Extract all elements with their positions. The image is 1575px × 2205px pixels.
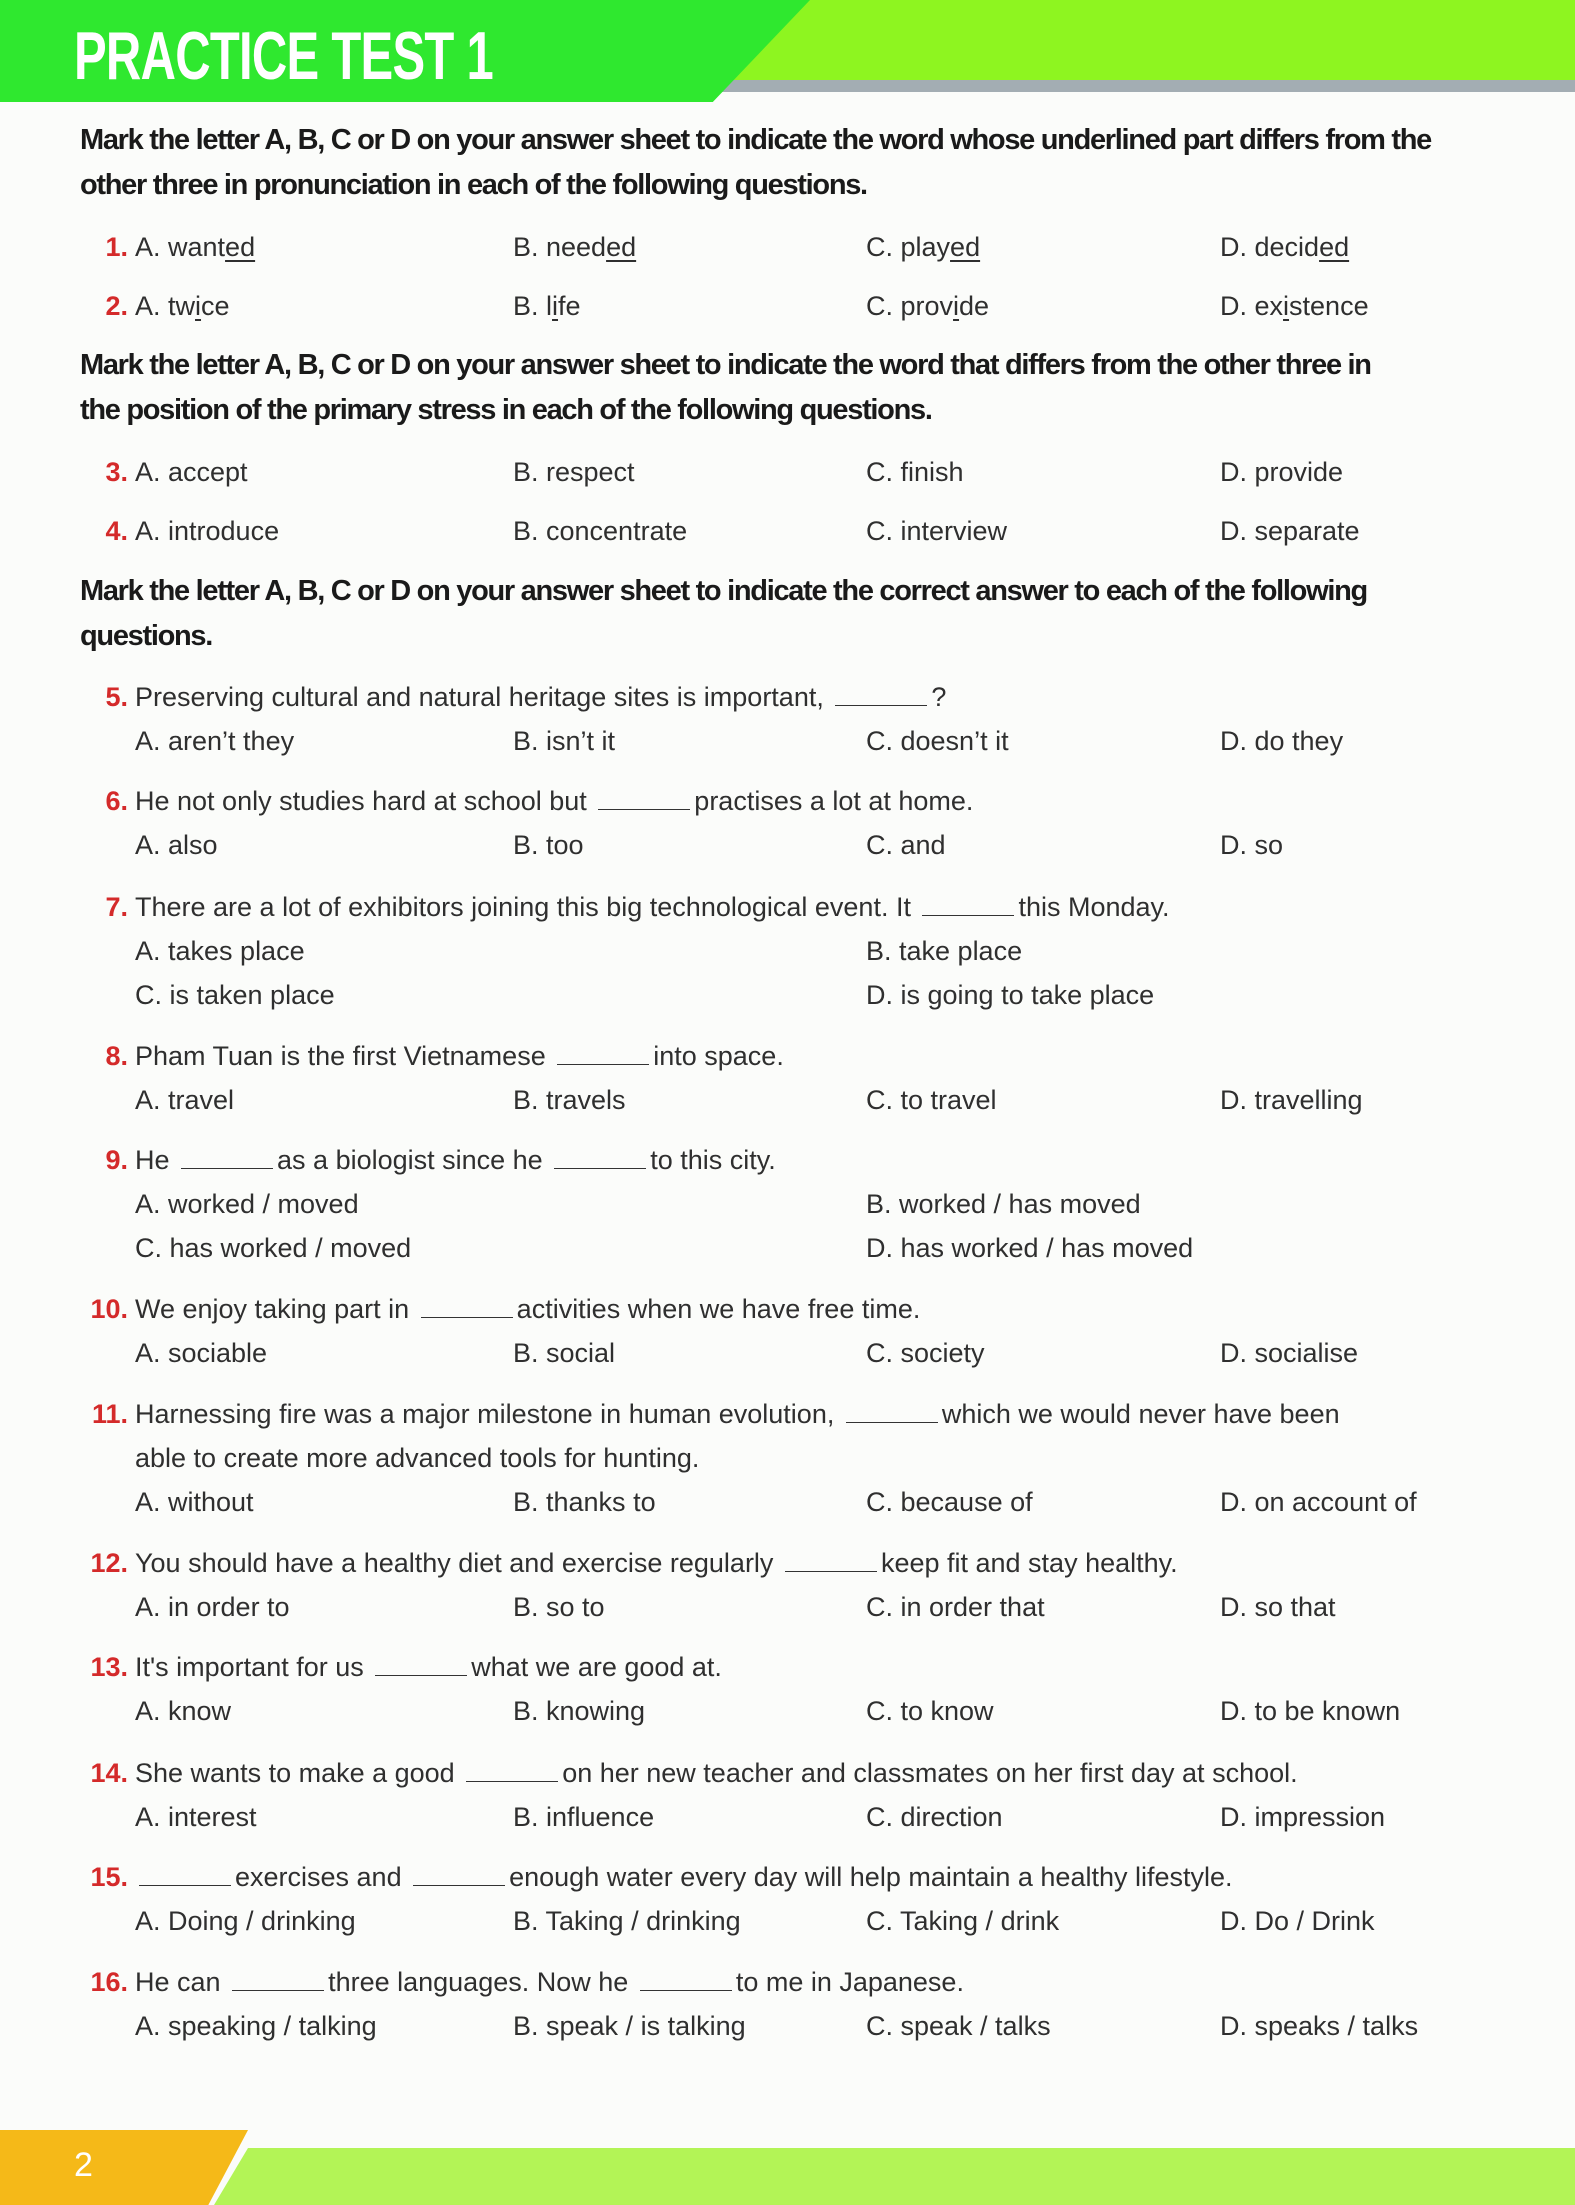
question-14 <box>0 1751 1575 1839</box>
question-stem-line <box>0 675 1575 719</box>
question-2 <box>0 284 1575 328</box>
question-number: 3. <box>105 457 128 487</box>
question-stem-line <box>0 1287 1575 1331</box>
option-text: D. speaks / talks <box>1220 2011 1419 2041</box>
option-text: A. takes place <box>135 936 305 966</box>
question-5 <box>0 675 1575 763</box>
options-row <box>0 2004 1575 2048</box>
answer-option-A[interactable] <box>135 1331 267 1375</box>
option-text-rest: ce <box>201 291 230 321</box>
option-text: C. because of <box>866 1487 1033 1517</box>
answer-option-A[interactable] <box>135 929 305 973</box>
answer-option-B[interactable] <box>513 225 636 269</box>
stem-text: to me in Japanese. <box>735 1967 964 1997</box>
underlined-part: i <box>953 291 960 321</box>
answer-option-D[interactable] <box>1220 1689 1400 1733</box>
option-text: C. direction <box>866 1802 1003 1832</box>
option-text: D. do they <box>1220 726 1344 756</box>
option-text: C. to travel <box>866 1085 997 1115</box>
answer-option-C[interactable] <box>135 1226 411 1270</box>
answer-option-B[interactable] <box>513 1480 656 1524</box>
question-stem <box>135 1436 699 1480</box>
option-text: C. society <box>866 1338 985 1368</box>
option-text: B. speak / is talking <box>513 2011 746 2041</box>
instruction-line: other three in pronunciation in each of the following questions. <box>80 169 867 201</box>
answer-option-B[interactable] <box>513 284 581 328</box>
answer-blank <box>598 781 690 810</box>
question-6 <box>0 779 1575 867</box>
answer-option-D[interactable] <box>866 1226 1193 1270</box>
option-text: C. and <box>866 830 946 860</box>
option-text: A. accept <box>135 457 248 487</box>
stem-text: It's important for us <box>135 1652 364 1682</box>
answer-option-C[interactable] <box>866 225 980 269</box>
question-number: 6. <box>105 786 128 816</box>
option-text: B. respect <box>513 457 635 487</box>
option-text: D. provide <box>1220 457 1344 487</box>
stem-text: to this city. <box>650 1145 776 1175</box>
question-number: 12. <box>90 1548 128 1578</box>
stem-text: which we would never have been <box>941 1399 1340 1429</box>
answer-option-B[interactable] <box>513 1689 645 1733</box>
option-text: B. concentrate <box>513 516 688 546</box>
option-text: A. speaking / talking <box>135 2011 377 2041</box>
stem-text: She wants to make a good <box>135 1758 455 1788</box>
question-stem <box>135 1751 1298 1795</box>
underlined-part: ed <box>606 232 637 262</box>
instruction-text <box>80 569 1560 659</box>
answer-option-B[interactable] <box>513 823 584 867</box>
option-text: D. Do / Drink <box>1220 1906 1375 1936</box>
answer-option-D[interactable] <box>1220 284 1369 328</box>
option-text: D. so that <box>1220 1592 1336 1622</box>
option-text: A. interest <box>135 1802 257 1832</box>
answer-option-C[interactable] <box>866 1689 994 1733</box>
question-number: 9. <box>105 1145 128 1175</box>
question-3 <box>0 450 1575 494</box>
option-text: B. Taking / drinking <box>513 1906 741 1936</box>
answer-option-D[interactable] <box>1220 1795 1385 1839</box>
option-text: B. take place <box>866 936 1023 966</box>
option-text: A. worked / moved <box>135 1189 359 1219</box>
answer-option-A[interactable] <box>135 823 218 867</box>
stem-text: on her new teacher and classmates on her first day at school. <box>562 1758 1298 1788</box>
question-1 <box>0 225 1575 269</box>
answer-option-B[interactable] <box>513 1078 626 1122</box>
stem-text: There are a lot of exhibitors joining this big technological event. It <box>135 892 911 922</box>
question-12 <box>0 1541 1575 1629</box>
question-stem <box>135 1541 1178 1585</box>
answer-option-A[interactable] <box>135 225 255 269</box>
option-text-rest: stence <box>1289 291 1369 321</box>
question-line <box>0 450 1575 494</box>
instruction-text <box>80 118 1560 208</box>
question-stem-line <box>0 779 1575 823</box>
options-row <box>0 1182 1575 1226</box>
stem-text: keep fit and stay healthy. <box>880 1548 1178 1578</box>
question-number: 15. <box>90 1862 128 1892</box>
option-text: D. is going to take place <box>866 980 1155 1010</box>
stem-text: He <box>135 1145 170 1175</box>
question-stem-line <box>0 1855 1575 1899</box>
answer-option-C[interactable] <box>866 509 1007 553</box>
answer-option-A[interactable] <box>135 1899 356 1943</box>
answer-option-D[interactable] <box>1220 823 1283 867</box>
answer-option-A[interactable] <box>135 1078 234 1122</box>
answer-blank <box>181 1140 273 1169</box>
question-line <box>0 284 1575 328</box>
stem-text: what we are good at. <box>471 1652 722 1682</box>
stem-text: exercises and <box>235 1862 402 1892</box>
option-text: D. to be known <box>1220 1696 1401 1726</box>
answer-option-C[interactable] <box>866 1480 1033 1524</box>
option-text: D. has worked / has moved <box>866 1233 1194 1263</box>
option-text: B. so to <box>513 1592 605 1622</box>
stem-text: He not only studies hard at school but <box>135 786 587 816</box>
question-10 <box>0 1287 1575 1375</box>
answer-option-D[interactable] <box>1220 450 1343 494</box>
question-stem-line <box>0 1392 1575 1436</box>
stem-text: You should have a healthy diet and exercise regularly <box>135 1548 774 1578</box>
instruction-line: Mark the letter A, B, C or D on your answer sheet to indicate the word whose underlined part differs from the <box>80 124 1431 156</box>
question-stem-line <box>0 1541 1575 1585</box>
option-text-rest: fe <box>558 291 581 321</box>
answer-option-A[interactable] <box>135 284 230 328</box>
option-text: D. decid <box>1220 232 1320 262</box>
answer-option-C[interactable] <box>866 1795 1003 1839</box>
question-number: 1. <box>105 232 128 262</box>
options-row <box>0 929 1575 973</box>
instruction-line: Mark the letter A, B, C or D on your answer sheet to indicate the correct answer to each of the following <box>80 575 1367 607</box>
option-text: D. socialise <box>1220 1338 1359 1368</box>
instruction-line: the position of the primary stress in each of the following questions. <box>80 394 932 426</box>
answer-option-D[interactable] <box>866 973 1154 1017</box>
question-9 <box>0 1138 1575 1270</box>
answer-option-C[interactable] <box>866 1899 1059 1943</box>
answer-blank <box>835 677 927 706</box>
answer-blank <box>846 1394 938 1423</box>
instruction-line: Mark the letter A, B, C or D on your answer sheet to indicate the word that differs from the other three in <box>80 349 1371 381</box>
option-text: A. Doing / drinking <box>135 1906 356 1936</box>
answer-blank <box>139 1857 231 1886</box>
answer-option-B[interactable] <box>513 2004 746 2048</box>
page-title: PRACTICE TEST 1 <box>74 18 494 94</box>
options-row <box>0 719 1575 763</box>
answer-blank <box>922 887 1014 916</box>
option-text: B. thanks to <box>513 1487 656 1517</box>
option-text: B. need <box>513 232 607 262</box>
answer-option-B[interactable] <box>513 509 687 553</box>
underlined-part: i <box>195 291 202 321</box>
question-stem <box>135 779 973 823</box>
answer-option-C[interactable] <box>866 2004 1051 2048</box>
answer-option-C[interactable] <box>866 284 989 328</box>
page-number: 2 <box>74 2146 93 2184</box>
answer-option-A[interactable] <box>135 2004 377 2048</box>
answer-blank <box>557 1036 649 1065</box>
option-text: A. sociable <box>135 1338 268 1368</box>
stem-text: into space. <box>653 1041 784 1071</box>
answer-option-D[interactable] <box>1220 1480 1417 1524</box>
answer-option-C[interactable] <box>866 1331 985 1375</box>
option-text: C. doesn’t it <box>866 726 1009 756</box>
answer-option-A[interactable] <box>135 1795 257 1839</box>
stem-text: Harnessing fire was a major milestone in human evolution, <box>135 1399 835 1429</box>
question-number: 16. <box>90 1967 128 1997</box>
underlined-part: i <box>552 291 559 321</box>
answer-option-D[interactable] <box>1220 225 1349 269</box>
answer-blank <box>375 1647 467 1676</box>
stem-text: He can <box>135 1967 221 1997</box>
answer-blank <box>466 1753 558 1782</box>
option-text: D. impression <box>1220 1802 1386 1832</box>
option-text: C. has worked / moved <box>135 1233 412 1263</box>
option-text: B. influence <box>513 1802 655 1832</box>
answer-blank <box>640 1962 732 1991</box>
question-stem-line <box>0 1960 1575 2004</box>
question-number: 7. <box>105 892 128 922</box>
question-number: 2. <box>105 291 128 321</box>
stem-text: Preserving cultural and natural heritage sites is important, <box>135 682 824 712</box>
stem-text: practises a lot at home. <box>694 786 974 816</box>
option-text: B. l <box>513 291 553 321</box>
stem-text: Pham Tuan is the first Vietnamese <box>135 1041 546 1071</box>
stem-text: activities when we have free time. <box>516 1294 921 1324</box>
instruction-text <box>80 343 1560 433</box>
footer-band <box>214 2148 1575 2205</box>
option-text: C. Taking / drink <box>866 1906 1060 1936</box>
answer-option-B[interactable] <box>866 929 1022 973</box>
question-7 <box>0 885 1575 1017</box>
options-row <box>0 1226 1575 1270</box>
question-number: 11. <box>91 1399 128 1429</box>
option-text: A. in order to <box>135 1592 290 1622</box>
stem-text: ? <box>931 682 947 712</box>
options-row <box>0 1480 1575 1524</box>
question-stem <box>135 885 1170 929</box>
options-row <box>0 973 1575 1017</box>
option-text-rest: de <box>959 291 990 321</box>
question-stem <box>135 1138 776 1182</box>
option-text: D. travelling <box>1220 1085 1363 1115</box>
option-text: A. travel <box>135 1085 235 1115</box>
question-stem-line <box>0 1034 1575 1078</box>
option-text: A. tw <box>135 291 196 321</box>
answer-blank <box>554 1140 646 1169</box>
answer-option-A[interactable] <box>135 1585 290 1629</box>
stem-text: able to create more advanced tools for hunting. <box>135 1443 700 1473</box>
option-text: B. knowing <box>513 1696 646 1726</box>
question-stem <box>135 675 946 719</box>
answer-option-B[interactable] <box>513 450 635 494</box>
option-text: B. social <box>513 1338 616 1368</box>
answer-option-D[interactable] <box>1220 1899 1375 1943</box>
question-number: 10. <box>90 1294 128 1324</box>
question-line <box>0 225 1575 269</box>
question-number: 14. <box>90 1758 128 1788</box>
underlined-part: ed <box>225 232 256 262</box>
option-text: A. aren’t they <box>135 726 295 756</box>
stem-text: We enjoy taking part in <box>135 1294 410 1324</box>
answer-blank <box>413 1857 505 1886</box>
option-text: D. ex <box>1220 291 1284 321</box>
answer-option-D[interactable] <box>1220 1331 1358 1375</box>
answer-option-C[interactable] <box>866 450 964 494</box>
option-text: C. prov <box>866 291 954 321</box>
answer-option-A[interactable] <box>135 450 248 494</box>
question-stem <box>135 1855 1233 1899</box>
option-text: A. introduce <box>135 516 280 546</box>
answer-option-D[interactable] <box>1220 509 1360 553</box>
question-stem <box>135 1287 920 1331</box>
question-line <box>0 509 1575 553</box>
question-stem-line <box>0 1751 1575 1795</box>
question-number: 4. <box>105 516 128 546</box>
answer-blank <box>785 1543 877 1572</box>
stem-text: this Monday. <box>1018 892 1170 922</box>
option-text: D. on account of <box>1220 1487 1417 1517</box>
answer-option-D[interactable] <box>1220 1585 1336 1629</box>
answer-option-B[interactable] <box>513 1331 615 1375</box>
answer-option-C[interactable] <box>866 719 1009 763</box>
answer-blank <box>421 1289 513 1318</box>
options-row <box>0 1899 1575 1943</box>
question-stem <box>135 1645 722 1689</box>
footer-page-tab <box>0 2130 248 2205</box>
options-row <box>0 1078 1575 1122</box>
option-text: D. separate <box>1220 516 1360 546</box>
stem-text: as a biologist since he <box>277 1145 543 1175</box>
option-text: C. speak / talks <box>866 2011 1051 2041</box>
question-15 <box>0 1855 1575 1943</box>
question-stem-line <box>0 1436 1575 1480</box>
options-row <box>0 1689 1575 1733</box>
question-13 <box>0 1645 1575 1733</box>
stem-text: three languages. Now he <box>328 1967 629 1997</box>
answer-option-A[interactable] <box>135 1480 254 1524</box>
answer-option-C[interactable] <box>135 973 335 1017</box>
answer-option-D[interactable] <box>1220 2004 1418 2048</box>
answer-option-B[interactable] <box>513 719 615 763</box>
question-4 <box>0 509 1575 553</box>
option-text: B. travels <box>513 1085 626 1115</box>
underlined-part: ed <box>950 232 981 262</box>
question-stem <box>135 1034 784 1078</box>
answer-option-B[interactable] <box>513 1899 741 1943</box>
question-stem-line <box>0 1138 1575 1182</box>
question-stem <box>135 1392 1340 1436</box>
answer-option-A[interactable] <box>135 1182 359 1226</box>
answer-option-C[interactable] <box>866 1078 997 1122</box>
option-text: C. to know <box>866 1696 994 1726</box>
option-text: A. also <box>135 830 218 860</box>
underlined-part: ed <box>1319 232 1350 262</box>
question-16 <box>0 1960 1575 2048</box>
question-number: 13. <box>90 1652 128 1682</box>
question-11 <box>0 1392 1575 1524</box>
options-row <box>0 823 1575 867</box>
option-text: C. play <box>866 232 951 262</box>
options-row <box>0 1331 1575 1375</box>
option-text: A. know <box>135 1696 232 1726</box>
option-text: C. in order that <box>866 1592 1045 1622</box>
answer-option-B[interactable] <box>866 1182 1141 1226</box>
option-text: D. so <box>1220 830 1284 860</box>
answer-option-B[interactable] <box>513 1795 654 1839</box>
answer-option-C[interactable] <box>866 1585 1045 1629</box>
option-text: C. interview <box>866 516 1008 546</box>
answer-option-A[interactable] <box>135 1689 231 1733</box>
answer-option-B[interactable] <box>513 1585 605 1629</box>
instruction-line: questions. <box>80 620 213 652</box>
answer-option-D[interactable] <box>1220 1078 1363 1122</box>
question-8 <box>0 1034 1575 1122</box>
stem-text: enough water every day will help maintain a healthy lifestyle. <box>509 1862 1233 1892</box>
underlined-part: i <box>1283 291 1290 321</box>
options-row <box>0 1795 1575 1839</box>
option-text: C. is taken place <box>135 980 335 1010</box>
option-text: A. want <box>135 232 226 262</box>
question-stem-line <box>0 1645 1575 1689</box>
question-number: 5. <box>105 682 128 712</box>
option-text: B. isn’t it <box>513 726 616 756</box>
answer-blank <box>232 1962 324 1991</box>
answer-option-A[interactable] <box>135 719 294 763</box>
answer-option-D[interactable] <box>1220 719 1343 763</box>
option-text: C. finish <box>866 457 964 487</box>
question-stem <box>135 1960 964 2004</box>
answer-option-C[interactable] <box>866 823 946 867</box>
option-text: A. without <box>135 1487 254 1517</box>
options-row <box>0 1585 1575 1629</box>
option-text: B. too <box>513 830 584 860</box>
question-number: 8. <box>105 1041 128 1071</box>
option-text: B. worked / has moved <box>866 1189 1141 1219</box>
answer-option-A[interactable] <box>135 509 279 553</box>
question-stem-line <box>0 885 1575 929</box>
